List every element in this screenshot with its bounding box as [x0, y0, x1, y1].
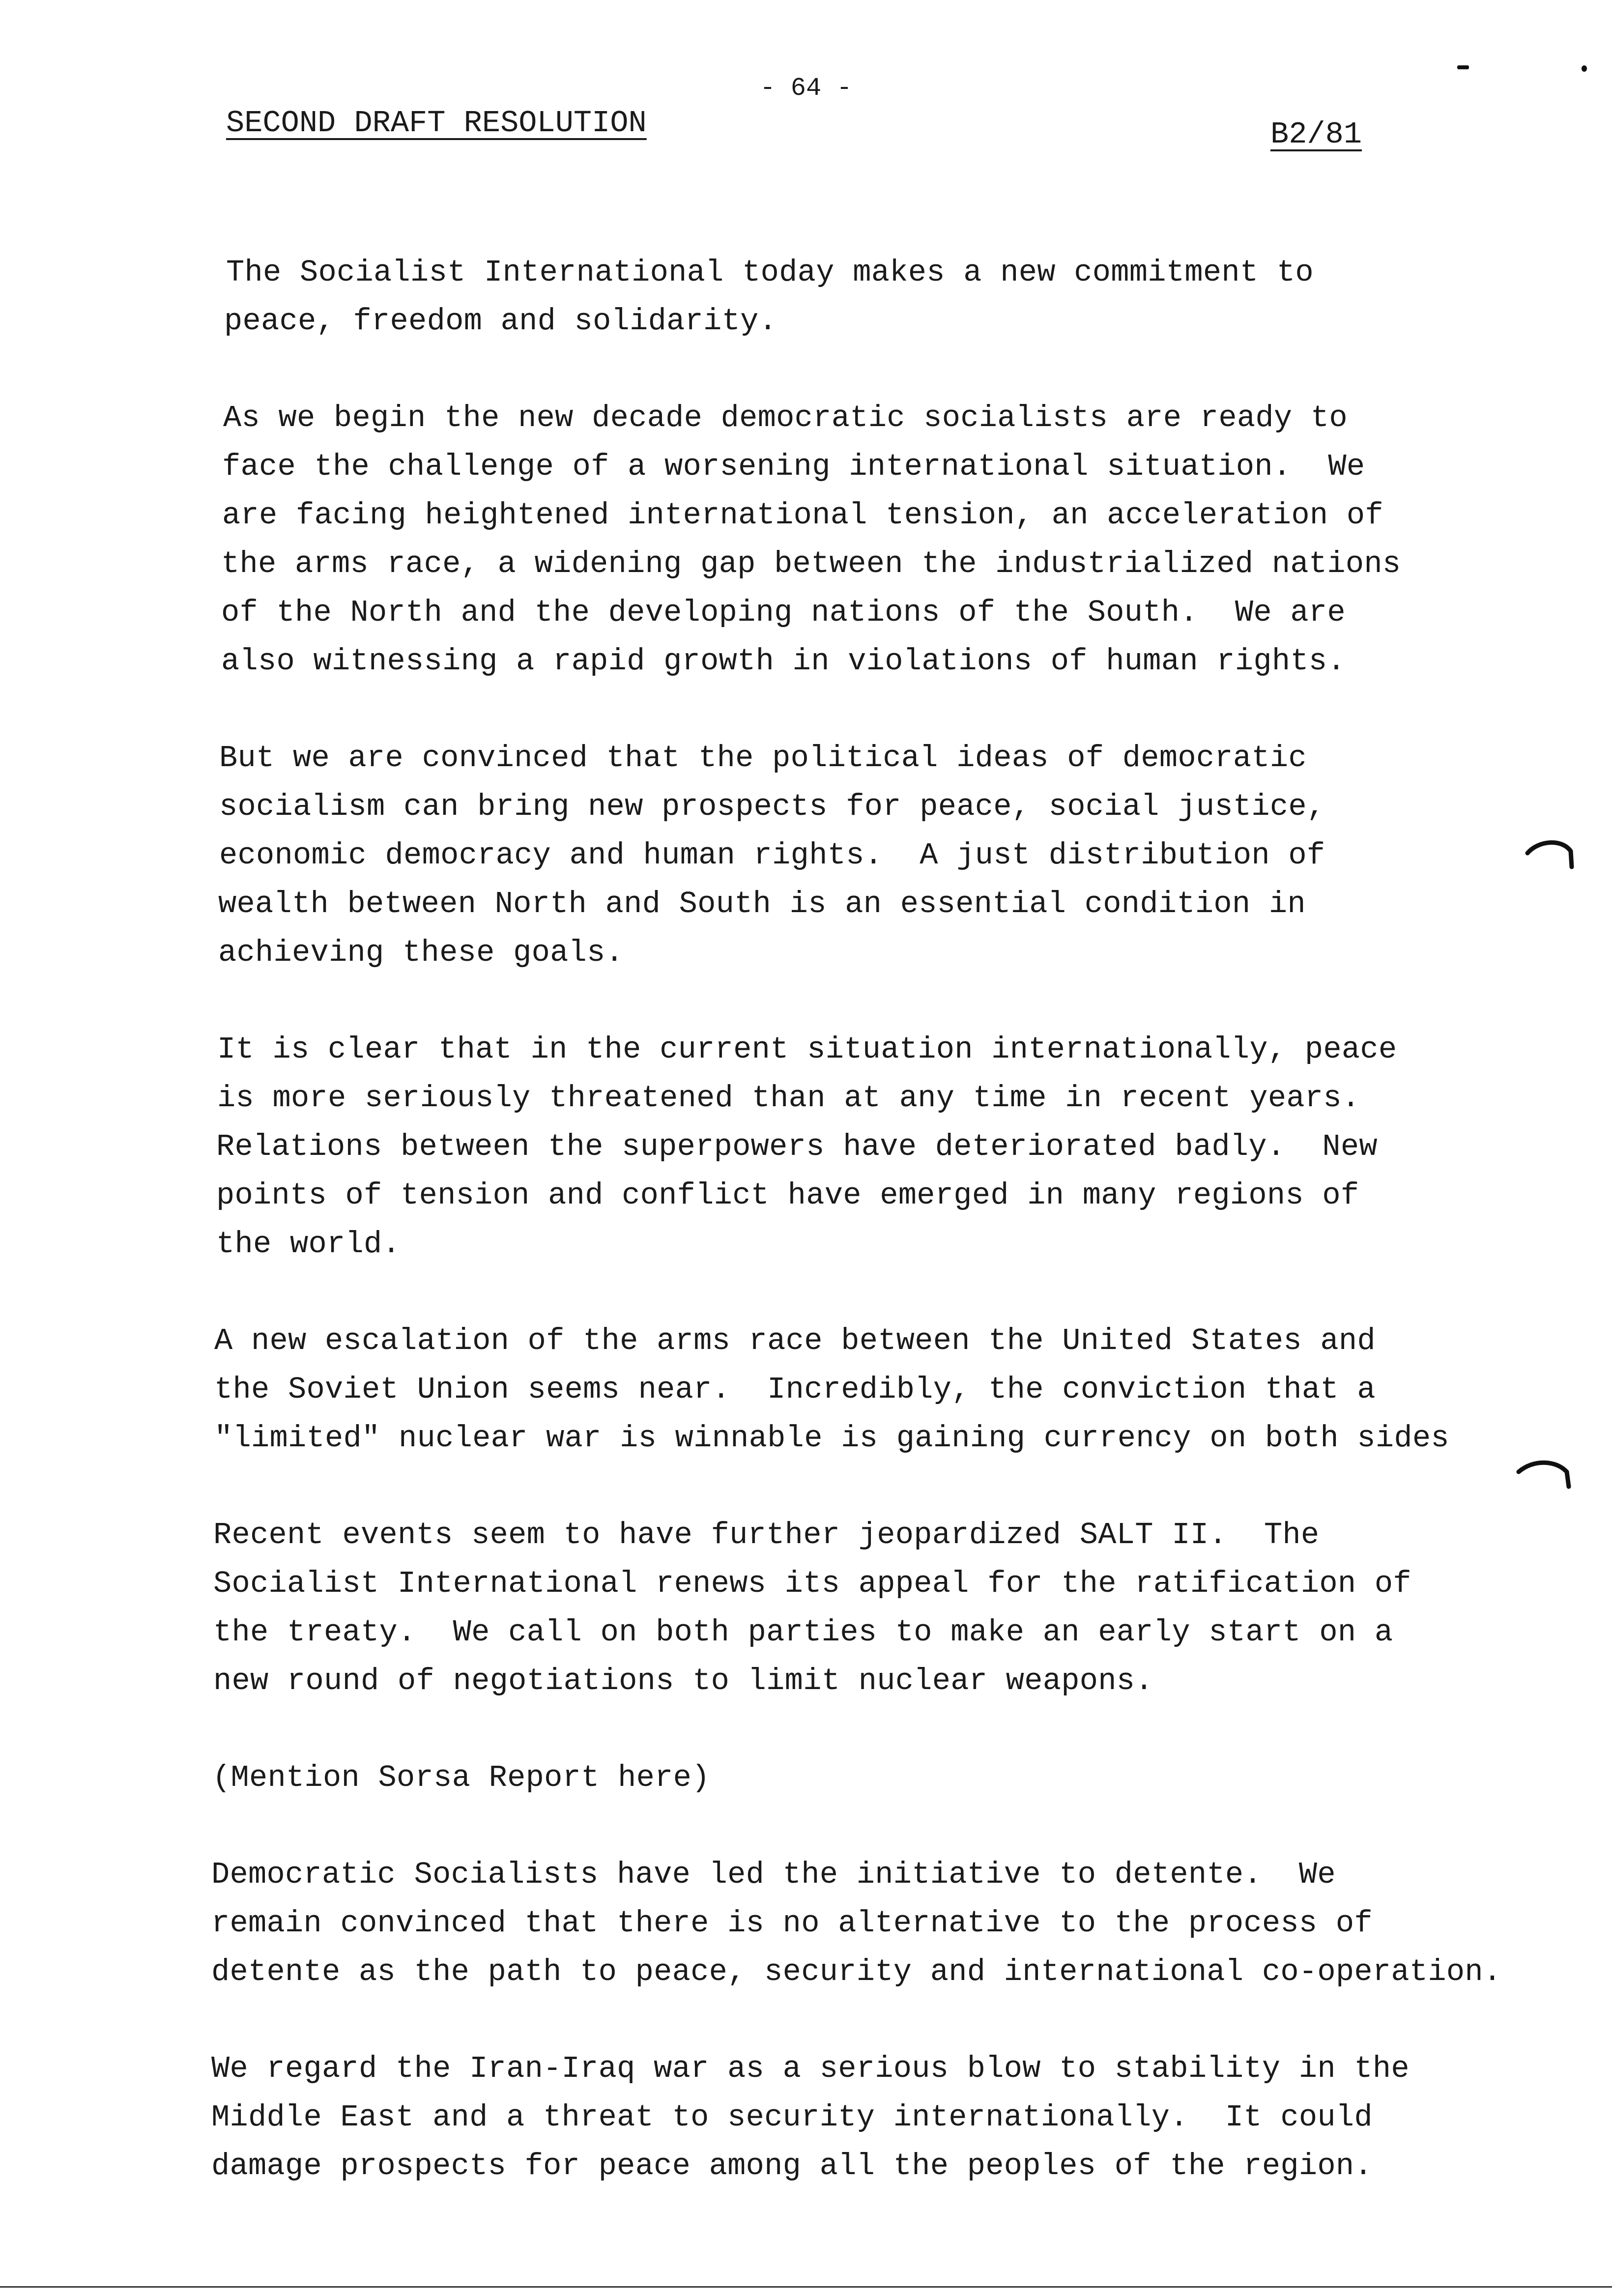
paragraph-peace-threatened [211, 1025, 1587, 1268]
document-title: SECOND DRAFT RESOLUTION [226, 106, 647, 141]
text-line: damage prospects for peace among all the peoples of the region. [211, 2149, 1373, 2183]
document-code: B2/81 [1270, 117, 1362, 152]
text-line: "limited" nuclear war is winnable is gaining currency on both sides [214, 1421, 1449, 1456]
text-line: Middle East and a threat to security internationally. It could [211, 2100, 1373, 2135]
paragraph-new-decade [211, 394, 1587, 686]
text-line: wealth between North and South is an essential condition in [218, 887, 1306, 921]
page-number: - 64 - [760, 74, 852, 103]
text-line: But we are convinced that the political ideas of democratic [219, 741, 1307, 775]
paragraph-democratic-socialism [211, 734, 1587, 977]
text-line: economic democracy and human rights. A just distribution of [219, 838, 1325, 873]
margin-dot-mark [1582, 65, 1587, 72]
text-line: A new escalation of the arms race between the United States and [214, 1323, 1376, 1358]
text-line: achieving these goals. [218, 935, 624, 970]
text-line: points of tension and conflict have emerged in many regions of [216, 1178, 1359, 1213]
text-line: As we begin the new decade democratic socialists are ready to [223, 401, 1348, 435]
text-line: Socialist International renews its appeal for the ratification of [213, 1566, 1411, 1601]
handwritten-arc-mark [1524, 831, 1578, 885]
paragraph-sorsa-note [211, 1753, 1587, 1802]
paragraph-detente [211, 1850, 1587, 1996]
text-line: (Mention Sorsa Report here) [212, 1760, 710, 1795]
text-line: The Socialist International today makes a new commitment to [226, 255, 1314, 290]
text-line: detente as the path to peace, security and international co-operation. [211, 1954, 1502, 1989]
text-line: We regard the Iran-Iraq war as a serious blow to stability in the [211, 2051, 1410, 2086]
handwritten-arc-mark [1514, 1452, 1578, 1506]
document-body [211, 248, 1587, 2239]
text-line: the world. [216, 1227, 401, 1262]
text-line: the Soviet Union seems near. Incredibly, the conviction that a [214, 1372, 1376, 1407]
text-line: the arms race, a widening gap between the industrialized nations [221, 546, 1401, 581]
page-bottom-rule [0, 2286, 1612, 2288]
text-line: It is clear that in the current situation internationally, peace [217, 1032, 1397, 1067]
text-line: peace, freedom and solidarity. [224, 304, 777, 339]
text-line: remain convinced that there is no alternative to the process of [211, 1906, 1373, 1941]
text-line: new round of negotiations to limit nuclear weapons. [213, 1664, 1153, 1698]
paragraph-commitment [211, 248, 1587, 345]
text-line: of the North and the developing nations of the South. We are [221, 595, 1346, 630]
text-line: socialism can bring new prospects for peace, social justice, [219, 789, 1325, 824]
text-line: also witnessing a rapid growth in violations of human rights. [221, 644, 1346, 679]
text-line: Recent events seem to have further jeopardized SALT II. The [213, 1518, 1320, 1552]
paragraph-arms-race [211, 1317, 1587, 1463]
text-line: face the challenge of a worsening international situation. We [222, 449, 1365, 484]
paragraph-salt-ii [211, 1511, 1587, 1705]
text-line: Relations between the superpowers have deteriorated badly. New [216, 1129, 1378, 1164]
text-line: the treaty. We call on both parties to make an early start on a [213, 1615, 1393, 1650]
paragraph-iran-iraq [211, 2044, 1587, 2190]
text-line: are facing heightened international tension, an acceleration of [222, 498, 1383, 533]
text-line: is more seriously threatened than at any time in recent years. [217, 1081, 1360, 1116]
margin-dash-mark [1457, 65, 1469, 69]
text-line: Democratic Socialists have led the initiative to detente. We [211, 1857, 1336, 1892]
